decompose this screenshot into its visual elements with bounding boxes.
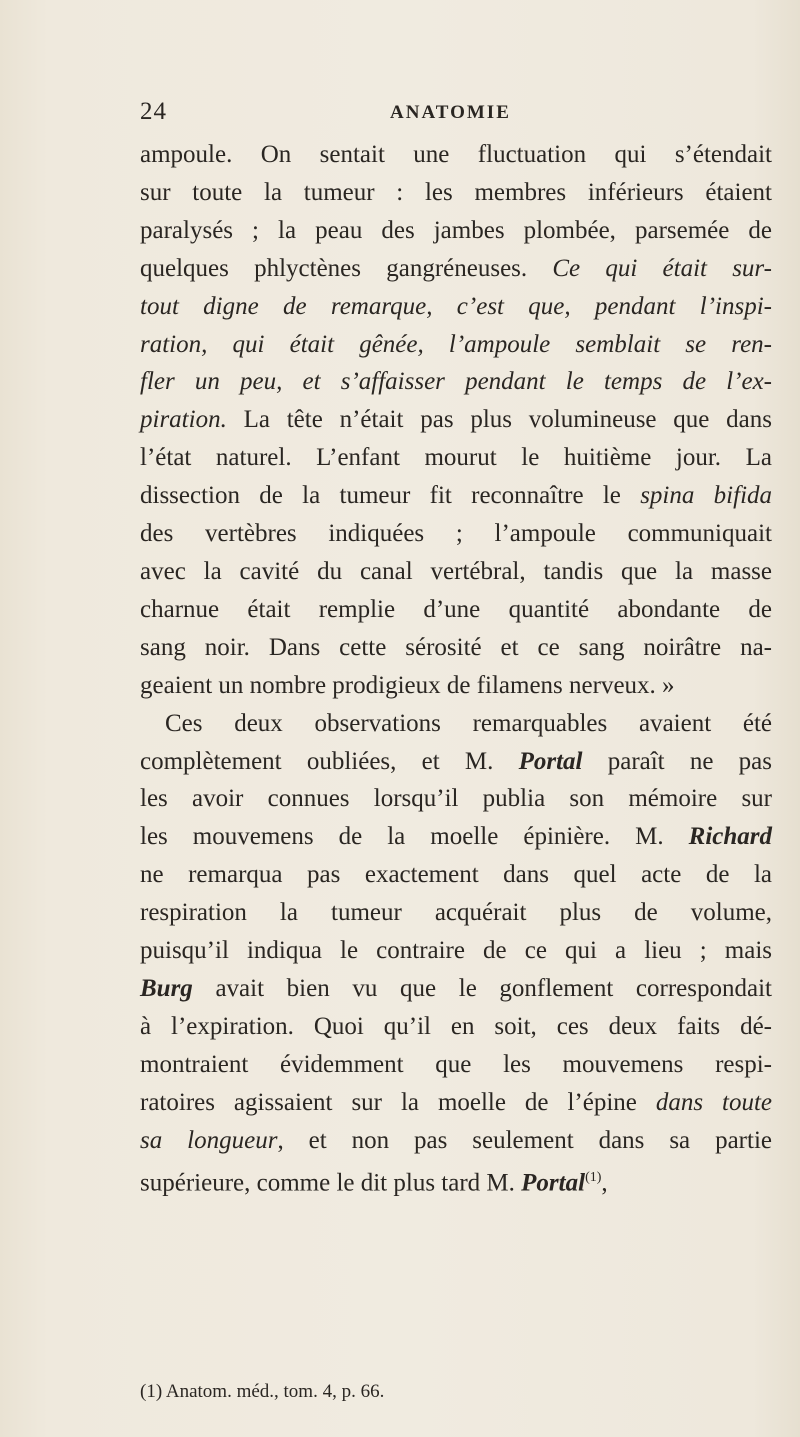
- text-line: [140, 667, 772, 705]
- text-line: [140, 705, 772, 743]
- text-line: [140, 894, 772, 932]
- text-segment: supérieure, comme le dit plus tard M.: [140, 1169, 522, 1197]
- text-segment: à l’expiration. Quoi qu’il en soit, ces deux faits dé-: [140, 1012, 772, 1040]
- text-segment: Portal: [518, 747, 583, 775]
- running-title: ANATOMIE: [390, 102, 511, 123]
- text-segment: (1): [585, 1170, 602, 1186]
- text-segment: sang noir. Dans cette sérosité et ce sang noirâtre na-: [140, 633, 772, 661]
- text-segment: avait bien vu que le gonflement correspondait: [192, 974, 772, 1002]
- text-segment: , et non pas seulement dans sa partie: [277, 1126, 772, 1154]
- text-line: [140, 932, 772, 970]
- text-segment: quelques phlyctènes gangréneuses.: [140, 254, 553, 282]
- text-line: [140, 250, 772, 288]
- text-segment: piration.: [140, 406, 227, 434]
- text-line: [140, 515, 772, 553]
- text-segment: ,: [601, 1169, 608, 1197]
- page-header: [140, 98, 740, 132]
- text-segment: La tête n’était pas plus volumineuse que dans: [226, 406, 772, 434]
- text-segment: montraient évidemment que les mouvemens respi-: [140, 1050, 772, 1078]
- text-segment: Portal: [521, 1169, 586, 1197]
- text-line: [140, 326, 772, 364]
- text-segment: sa longueur: [140, 1126, 278, 1154]
- text-line: [140, 856, 772, 894]
- text-segment: ne remarqua pas exactement dans quel acte de la: [140, 861, 772, 889]
- text-line: [140, 780, 772, 818]
- text-segment: sur toute la tumeur : les membres inférieurs étaient: [140, 178, 772, 206]
- text-line: [140, 363, 772, 401]
- text-line: [140, 288, 772, 326]
- text-line: [140, 1122, 772, 1160]
- text-segment: ratoires agissaient sur la moelle de l’épine: [140, 1088, 656, 1116]
- text-segment: avec la cavité du canal vertébral, tandis que la masse: [140, 557, 772, 585]
- text-segment: Richard: [688, 823, 772, 851]
- text-line: [140, 553, 772, 591]
- footnote: (1) Anatom. méd., tom. 4, p. 66.: [140, 1381, 385, 1402]
- text-segment: Ces deux observations remarquables avaient été: [165, 709, 772, 737]
- text-segment: paraît ne pas: [582, 747, 772, 775]
- text-line: [140, 591, 772, 629]
- text-segment: Burg: [140, 974, 193, 1002]
- text-segment: les mouvemens de la moelle épinière. M.: [140, 823, 689, 851]
- text-line: [140, 401, 772, 439]
- text-line: [140, 174, 772, 212]
- text-line: [140, 439, 772, 477]
- text-segment: ampoule. On sentait une fluctuation qui s’étendait: [140, 141, 772, 168]
- text-line: [140, 629, 772, 667]
- body-text: [140, 136, 772, 1203]
- text-segment: spina bifida: [640, 482, 773, 510]
- text-segment: geaient un nombre prodigieux de filamens nerveux. »: [140, 671, 675, 699]
- text-line: [140, 970, 772, 1008]
- text-segment: dans toute: [655, 1088, 772, 1116]
- text-segment: tout digne de remarque, c’est que, pendant l’inspi-: [140, 292, 772, 320]
- text-segment: paralysés ; la peau des jambes plombée, parsemée de: [140, 216, 772, 244]
- text-line: [140, 1046, 772, 1084]
- text-segment: respiration la tumeur acquérait plus de volume,: [140, 899, 772, 927]
- text-line: [140, 743, 772, 781]
- text-segment: complètement oubliées, et M.: [140, 747, 519, 775]
- text-line: [140, 136, 772, 174]
- text-line: [140, 1159, 772, 1202]
- text-segment: les avoir connues lorsqu’il publia son mémoire sur: [140, 785, 772, 813]
- text-segment: puisqu’il indiqua le contraire de ce qui a lieu ; mais: [140, 937, 772, 965]
- text-line: [140, 818, 772, 856]
- text-segment: charnue était remplie d’une quantité abondante de: [140, 595, 772, 623]
- text-segment: Ce qui était sur-: [552, 254, 772, 282]
- text-line: [140, 477, 772, 515]
- page-number: 24: [140, 98, 167, 125]
- text-segment: ration, qui était gênée, l’ampoule semblait se ren-: [140, 330, 772, 358]
- text-line: [140, 1008, 772, 1046]
- text-line: [140, 212, 772, 250]
- text-segment: dissection de la tumeur fit reconnaître le: [140, 482, 641, 510]
- text-segment: fler un peu, et s’affaisser pendant le temps de l’ex-: [140, 368, 772, 396]
- text-segment: des vertèbres indiquées ; l’ampoule communiquait: [140, 520, 772, 548]
- text-segment: l’état naturel. L’enfant mourut le huitième jour. La: [140, 444, 772, 472]
- text-line: [140, 1084, 772, 1122]
